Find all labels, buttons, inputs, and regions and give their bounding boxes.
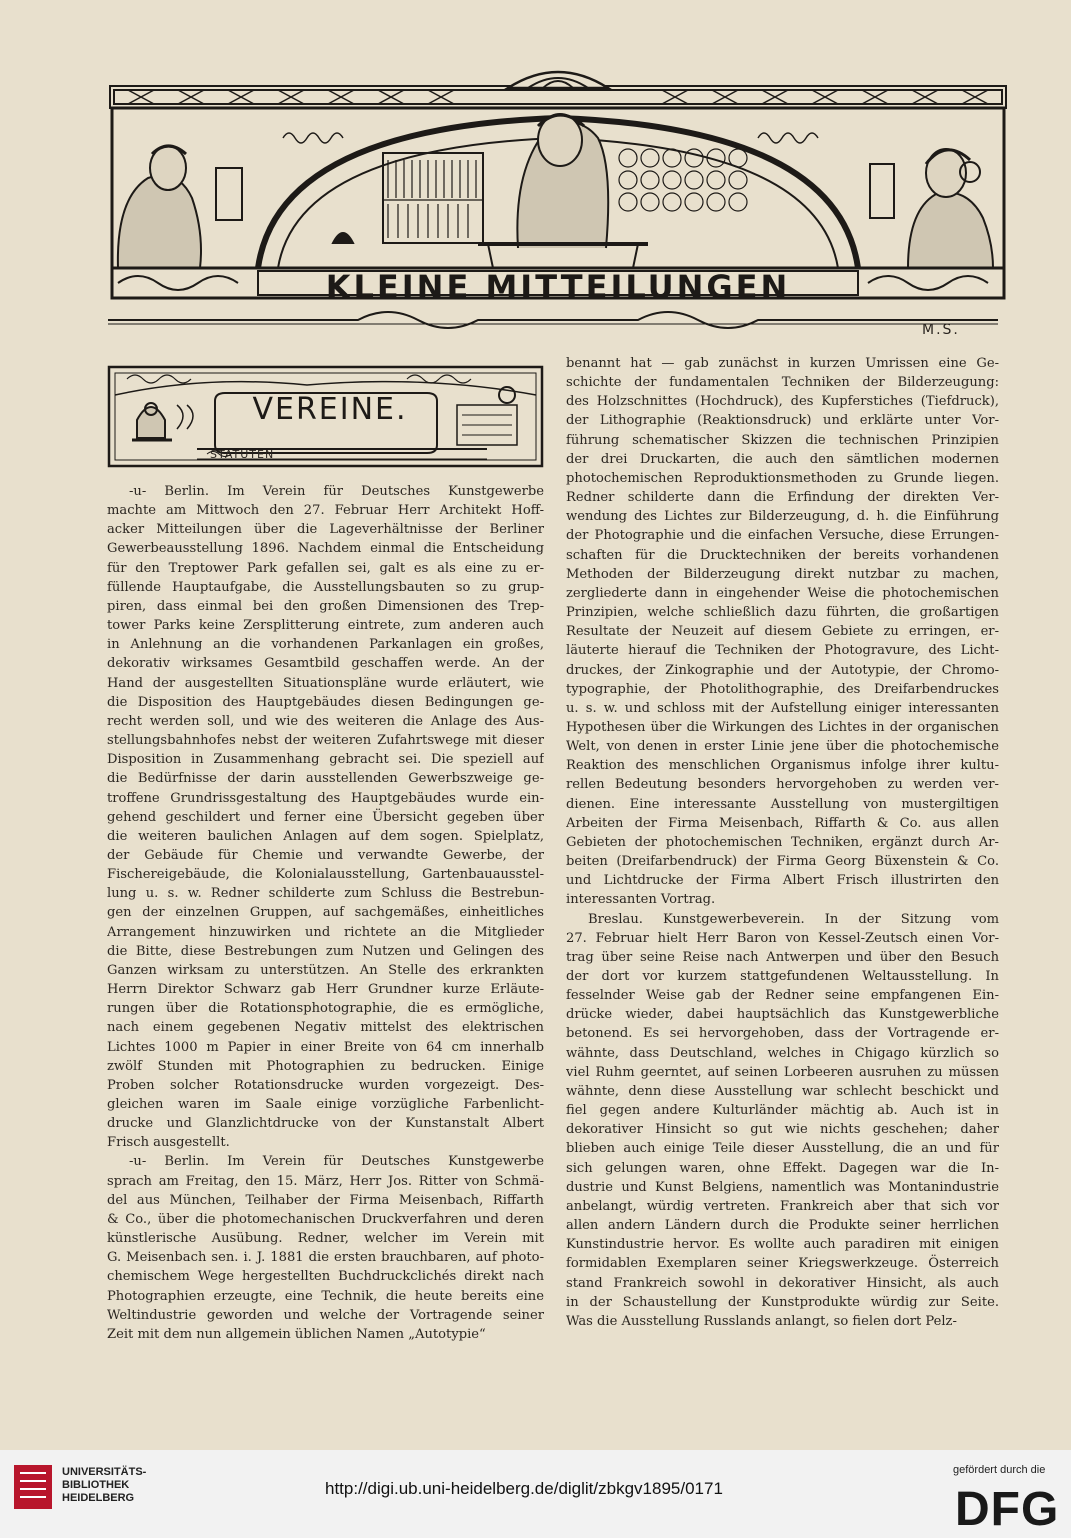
- text-line: benannt hat — gab zunächst in kurzen Umrissen eine Ge-: [566, 356, 999, 371]
- text-line: gleichen waren im Saale einige vorzügliche Farbenlicht-: [107, 1097, 544, 1112]
- text-line: rungen über die Rotationsphotographie, die es ermögliche,: [107, 1001, 544, 1017]
- text-line: u. s. w. und schloss mit der Aufstellung einiger interessanten: [566, 700, 999, 716]
- text-line: Arbeiten der Firma Meisenbach, Riffarth & Co. aus allen: [566, 815, 999, 831]
- text-line: allen andern Ländern durch die Produkte seiner herrlichen: [566, 1218, 999, 1234]
- text-line: zwölf Stunden mit Photographien zu bedrucken. Einige: [107, 1058, 544, 1074]
- text-line: in Anlehnung an die vorhandenen Parkanlagen ein großes,: [107, 637, 544, 653]
- text-line: -u- Berlin. Im Verein für Deutsches Kunstgewerbe: [129, 1154, 544, 1170]
- artist-signature: M.S.: [922, 322, 960, 338]
- text-line: Welt, von denen in erster Linie jene über die photochemische: [566, 739, 999, 755]
- text-line: gehend geschildert und ferner eine Übersicht gegeben über: [107, 809, 544, 825]
- text-line: Redner schilderte dann die Erfindung der direkten Ver-: [566, 490, 999, 506]
- text-line: dekorativ wirksames Gesamtbild geschaffen werde. An der: [107, 656, 544, 672]
- text-line: der drei Druckarten, die auch den sämtlichen modernen: [566, 451, 999, 467]
- text-line: Methoden der Bilderzeugung direkt nutzbar zu machen,: [566, 566, 999, 582]
- text-line: schaften für die Drucktechniken der bereits vorhandenen: [566, 547, 999, 563]
- text-line: Kunstindustrie hervor. Es wollte auch paradiren mit einigen: [566, 1237, 999, 1253]
- text-line: der Gebäude für Chemie und verwandte Gewerbe, der: [107, 847, 544, 863]
- text-line: zergliederte dann in eingehender Weise die photochemischen: [566, 585, 999, 601]
- text-line: Frisch ausgestellt.: [107, 1135, 230, 1151]
- text-line: Herrn Direktor Schwarz gab Herr Grundner kurze Erläute-: [107, 982, 544, 998]
- text-line: piren, dass einmal bei den großen Dimensionen des Trep-: [107, 598, 544, 614]
- text-line: fesselnder Weise gab der Redner seine empfangenen Ein-: [566, 988, 999, 1004]
- text-line: der Lithographie (Reaktionsdruck) und erklärte unter Vor-: [566, 413, 999, 429]
- text-line: wendung des Lichtes zur Bilderzeugung, d. h. die Einführung: [566, 509, 999, 525]
- text-line: drücke wieder, dabei hauptsächlich das Kunstgewerbliche: [566, 1007, 999, 1023]
- text-line: tower Parks keine Zersplitterung eintrete, zum anderen auch: [107, 618, 544, 634]
- text-line: -u- Berlin. Im Verein für Deutsches Kunstgewerbe: [129, 484, 544, 499]
- text-line: Prinzipien, welche schließlich dazu führten, die großartigen: [566, 605, 999, 621]
- text-line: Hand der ausgestellten Situationspläne wurde erläutert, wie: [107, 675, 544, 691]
- dfg-logo: DFG: [955, 1483, 1060, 1536]
- section-banner-title: KLEINE MITTEILUNGEN: [325, 268, 791, 306]
- text-line: des Holzschnittes (Hochdruck), des Kupferstiches (Tiefdruck),: [566, 394, 999, 410]
- text-line: Was die Ausstellung Russlands anlangt, so fielen dort Pelz-: [566, 1313, 957, 1329]
- text-line: füllende Hauptaufgabe, die Ausstellungsbauten so zu grup-: [107, 579, 544, 595]
- text-line: lung u. s. w. Redner schilderte zum Schluss die Bestrebun-: [107, 886, 544, 902]
- text-line: recht werden soll, und wie des weiteren die Anlage des Aus-: [107, 713, 544, 729]
- text-line: betonend. Es sei hervorgehoben, dass der Vortragende er-: [566, 1026, 999, 1042]
- text-line: anbelangt, würdig vertreten. Frankreich aber that sich vor: [566, 1198, 999, 1214]
- text-line: die Bitte, diese Bestrebungen zum Nutzen und Gelingen des: [107, 943, 544, 959]
- vereine-heading: VEREINE.: [252, 392, 408, 427]
- text-line: dustrie und Kunst Belgiens, namentlich was Montanindustrie: [566, 1179, 999, 1195]
- text-line: druckes, der Zinkographie und der Autotypie, der Chromo-: [566, 662, 999, 678]
- text-line: Proben solcher Rotationsdrucke wurden vorgezeigt. Des-: [107, 1077, 544, 1093]
- text-line: Ganzen wirksam zu unterstützen. An Stelle des erkrankten: [107, 962, 544, 978]
- text-line: gen der einzelnen Gruppen, auf sachgemäßes, einheitliches: [107, 905, 544, 921]
- text-line: die Bedürfnisse der darin ausstellenden Gewerbszweige ge-: [107, 771, 544, 787]
- text-line: die Disposition des Hauptgebäudes diesen Bedingungen ge-: [107, 694, 544, 710]
- text-line: Hypothesen über die Wirkungen des Lichtes in der organischen: [566, 719, 999, 735]
- text-line: machte am Mittwoch den 27. Februar Herr Architekt Hoff-: [107, 503, 544, 519]
- text-line: Breslau. Kunstgewerbeverein. In der Sitzung vom: [588, 911, 999, 927]
- text-line: der Photographie und die einfachen Versuche, diese Errungen-: [566, 528, 999, 544]
- text-line: Arrangement hinzuwirken und richtete an die Mitglieder: [107, 924, 544, 940]
- text-line: wähnte, dass Deutschland, welches in Chigago kürzlich so: [566, 1045, 999, 1061]
- text-line: fiel gegen andere Kulturländer mächtig ab. Auch ist in: [566, 1103, 999, 1119]
- text-line: künstlerische Ausübung. Redner, welcher im Verein mit: [107, 1231, 544, 1247]
- text-line: formidablen Exemplaren seiner Kriegswerkzeuge. Österreich: [566, 1256, 999, 1272]
- right-text-column: [566, 354, 999, 1331]
- text-line: sich gelungen waren, ohne Effekt. Dagegen war die In-: [566, 1160, 999, 1176]
- sponsor-caption: gefördert durch die: [953, 1464, 1046, 1476]
- text-line: dekorativer Hinsicht so gut wie nichts geschehen; daher: [566, 1122, 999, 1138]
- text-line: Fischereigebäude, die Kolonialausstellung, Gartenbauausstel-: [107, 867, 544, 883]
- left-text-column: [107, 482, 544, 1344]
- text-line: 27. Februar hielt Herr Baron von Kessel-Zeutsch einen Vor-: [566, 930, 999, 946]
- text-line: trag über seine Reise nach Antwerpen und über den Besuch: [566, 949, 999, 965]
- text-line: Reaktion des menschlichen Organismus infolge ihrer kultu-: [566, 758, 999, 774]
- text-line: Weltindustrie geworden und welche der Vortragende seiner: [107, 1307, 544, 1323]
- library-name-line-3: HEIDELBERG: [62, 1492, 135, 1504]
- text-line: schichte der fundamentalen Techniken der Bilderzeugung:: [566, 375, 999, 391]
- text-line: die weiteren baulichen Anlagen auf dem sogen. Spielplatz,: [107, 828, 544, 844]
- text-line: Gewerbeausstellung 1896. Nachdem einmal die Entscheidung: [107, 541, 544, 557]
- university-library-logo-icon: [14, 1461, 54, 1513]
- text-line: interessanten Vortrag.: [566, 892, 716, 908]
- text-line: der dort vor kurzem stattgefundenen Weltausstellung. In: [566, 969, 999, 984]
- text-line: photochemischen Reproduktionsmethoden zu Grunde liegen.: [566, 470, 999, 486]
- text-line: rellen Bedeutung besonders hervorgehoben zu werden ver-: [566, 777, 999, 793]
- text-line: drucke und Glanzlichtdrucke von der Kunstanstalt Albert: [107, 1116, 544, 1132]
- text-line: & Co., über die photomechanischen Druckverfahren und deren: [107, 1211, 544, 1227]
- text-line: Disposition in Zusammenhang gebracht sei. Die speziell auf: [107, 752, 544, 768]
- text-line: Resultate der Neuzeit auf diesem Gebiete zu erringen, er-: [566, 624, 999, 640]
- text-line: blieben auch einige Teile dieser Ausstellung, die an und für: [566, 1141, 999, 1157]
- text-line: nach einem gegebenen Negativ mittelst des elektrischen: [107, 1020, 544, 1036]
- text-line: in der Schaustellung der Kunstprodukte würdig zur Seite.: [566, 1294, 999, 1310]
- text-line: Zeit mit dem nun allgemein üblichen Namen „Autotypie“: [107, 1326, 486, 1342]
- text-line: für den Treptower Park gefallen sei, galt es als eine zu er-: [107, 560, 544, 576]
- text-line: viel Ruhm geerntet, auf seinen Lorbeeren ausruhen zu müssen: [566, 1064, 999, 1080]
- text-line: acker Mitteilungen über die Lageverhältnisse der Berliner: [107, 522, 544, 538]
- library-name-line-2: BIBLIOTHEK: [62, 1479, 130, 1491]
- library-name-line-1: UNIVERSITÄTS-: [62, 1466, 147, 1478]
- text-line: läuterte hierauf die Techniken der Photogravure, des Licht-: [566, 643, 999, 659]
- text-line: dienen. Eine interessante Ausstellung von mustergiltigen: [566, 796, 999, 812]
- text-line: wähnte, denn diese Ausstellung war schlecht beschickt und: [566, 1083, 999, 1099]
- text-line: stand Frankreich sowohl in dekorativer Hinsicht, als auch: [566, 1275, 999, 1291]
- text-line: stellungsbahnhofes nebst der weiteren Zufahrtswege mit dieser: [107, 733, 544, 749]
- text-line: sprach am Freitag, den 15. März, Herr Jos. Ritter von Schmä-: [107, 1173, 544, 1189]
- text-line: Photographien erzeugte, eine Technik, die heute bereits eine: [107, 1288, 544, 1304]
- statuten-label: STATUTEN: [210, 448, 275, 461]
- text-line: typographie, der Photolithographie, des Dreifarbendruckes: [566, 681, 999, 697]
- text-line: beiten (Dreifarbendruck) der Firma Georg Büxenstein & Co.: [566, 854, 999, 870]
- text-line: G. Meisenbach sen. i. J. 1881 die ersten brauchbaren, auf photo-: [107, 1250, 544, 1266]
- source-url-link[interactable]: http://digi.ub.uni-heidelberg.de/diglit/zbkgv1895/0171: [325, 1479, 723, 1498]
- text-line: chemischem Wege hergestellten Buchdruckclichés direkt nach: [107, 1269, 544, 1285]
- text-line: troffene Grundrissgestaltung des Hauptgebäudes wurde ein-: [107, 790, 544, 806]
- library-name: [62, 1466, 146, 1505]
- text-line: del aus München, Teilhaber der Firma Meisenbach, Riffarth: [107, 1192, 544, 1208]
- text-line: Gebieten der photochemischen Techniken, ergänzt durch Ar-: [566, 834, 999, 850]
- text-line: und Lichtdrucke der Firma Albert Frisch illustrirten den: [566, 873, 999, 889]
- text-line: führung schematischer Skizzen die technischen Prinzipien: [566, 432, 999, 448]
- text-line: Lichtes 1000 m Papier in einer Breite von 64 cm innerhalb: [107, 1039, 544, 1055]
